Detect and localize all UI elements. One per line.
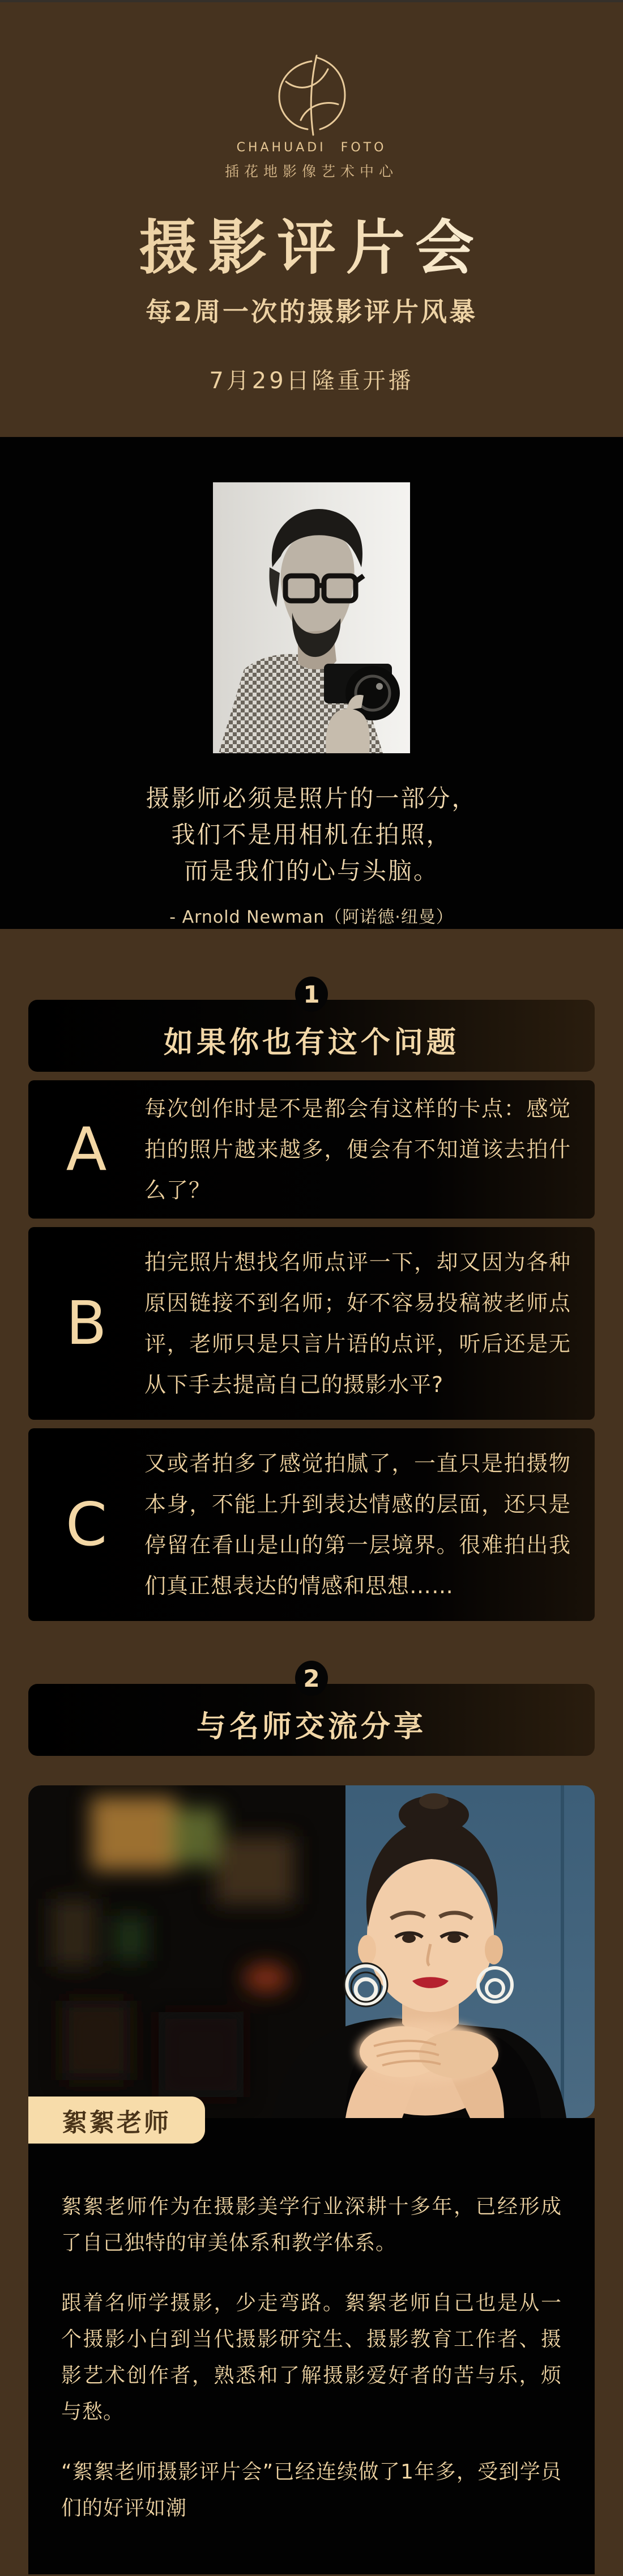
quote-section [0,437,623,929]
quote-attribution: - Arnold Newman（阿诺德·纽曼） [169,907,454,928]
section2-number-badge: 2 [295,1661,328,1696]
section2-header [28,1664,595,1756]
problem-text-a: 每次创作时是不是都会有这样的卡点：感觉拍的照片越来越多，便会有不知道该去拍什么了？ [144,1096,571,1203]
teacher-bio-paragraph-2: 跟着名师学摄影，少走弯路。絮絮老师自己也是从一个摄影小白到当代摄影研究生、摄影教育工作者、摄影艺术创作者，熟悉和了解摄影爱好者的苦与乐，烦与愁。 [61,2291,562,2424]
quote-line-3: 而是我们的心与头脑。 [184,857,439,885]
section1-number-badge: 1 [295,977,328,1012]
chahuadi-logo-icon [269,52,354,138]
quote-text [0,780,623,889]
brand-logo-block [0,2,623,181]
brand-latin-name [0,141,623,155]
teacher-section [28,1785,595,2574]
teacher-bio-panel [28,2118,595,2574]
event-subtitle: 每2周一次的摄影评片风暴 [145,296,477,328]
problem-letter-b: B [66,1289,107,1359]
arnold-newman-photo [213,482,410,753]
teacher-photo [28,1785,595,2118]
problem-item-a [28,1080,595,1219]
teacher-name-tag: 絮絮老师 [28,2097,205,2144]
problem-letter-a: A [66,1115,107,1185]
section1-heading: 如果你也有这个问题 [163,1026,459,1060]
event-date-line: 7月29日隆重开播 [209,368,414,394]
problem-letter-c: C [65,1490,108,1560]
quote-line-2: 我们不是用相机在拍照， [171,821,452,849]
problem-text-c: 又或者拍多了感觉拍腻了，一直只是拍摄物本身，不能上升到表达情感的层面，还只是停留在看山是山的第一层境界。很难拍出我们真正想表达的情感和思想…… [144,1451,571,1599]
teacher-bio-paragraph-3: “絮絮老师摄影评片会”已经连续做了1年多，受到学员们的好评如潮 [61,2460,562,2520]
problem-item-b [28,1227,595,1420]
section1-header [28,980,595,1072]
event-title: 摄影评片会 [0,217,623,279]
brand-chinese-name: 插花地影像艺术中心 [224,163,398,180]
problem-item-c [28,1428,595,1621]
brand-latin-left: CHAHUADI [236,141,326,155]
section2-heading: 与名师交流分享 [196,1710,426,1745]
teacher-bio-paragraph-1: 絮絮老师作为在摄影美学行业深耕十多年，已经形成了自己独特的审美体系和教学体系。 [61,2195,562,2255]
problem-text-b: 拍完照片想找名师点评一下，却又因为各种原因链接不到名师；好不容易投稿被老师点评，老师只是只言片语的点评，听后还是无从下手去提高自己的摄影水平? [144,1250,571,1398]
hero-section [0,2,623,395]
quote-line-1: 摄影师必须是照片的一部分， [146,784,477,813]
brand-latin-right: FOTO [340,141,387,155]
